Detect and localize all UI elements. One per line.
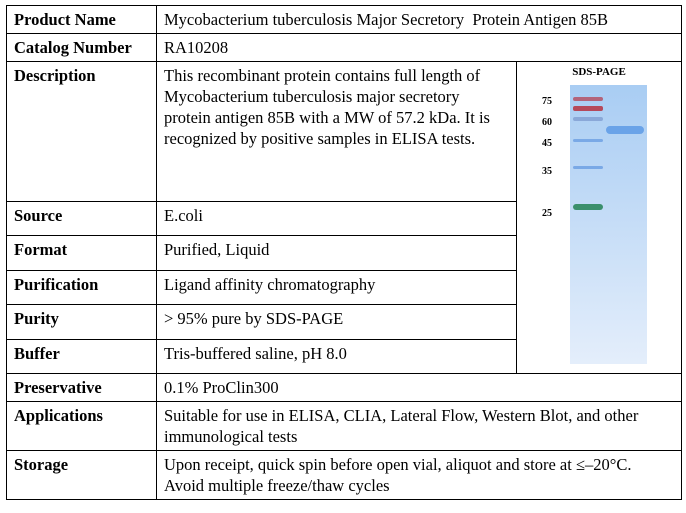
catalog-number-value: RA10208 — [157, 34, 682, 62]
ladder-band-top — [573, 97, 603, 101]
ladder-band-75 — [573, 106, 603, 111]
sample-band — [606, 126, 644, 134]
sds-page-gel-image — [524, 65, 686, 370]
ladder-band-45 — [573, 139, 603, 142]
row-storage — [7, 451, 682, 500]
buffer-value: Tris-buffered saline, pH 8.0 — [157, 339, 517, 373]
buffer-label: Buffer — [7, 339, 157, 373]
marker-25: 25 — [542, 208, 552, 219]
product-name-value: Mycobacterium tuberculosis Major Secretory Protein Antigen 85B — [157, 6, 682, 34]
purification-label: Purification — [7, 270, 157, 304]
row-product-name — [7, 6, 682, 34]
sds-page-panel — [517, 62, 682, 374]
format-value: Purified, Liquid — [157, 236, 517, 270]
source-label: Source — [7, 202, 157, 236]
marker-35: 35 — [542, 166, 552, 177]
source-value: E.coli — [157, 202, 517, 236]
applications-value: Suitable for use in ELISA, CLIA, Lateral Flow, Western Blot, and other immunological tests — [157, 402, 682, 451]
ladder-band-25 — [573, 204, 603, 210]
product-spec-table — [6, 5, 682, 500]
product-name-label: Product Name — [7, 6, 157, 34]
applications-label: Applications — [7, 402, 157, 451]
row-applications — [7, 402, 682, 451]
format-label: Format — [7, 236, 157, 270]
row-preservative — [7, 374, 682, 402]
row-catalog-number — [7, 34, 682, 62]
marker-60: 60 — [542, 117, 552, 128]
storage-label: Storage — [7, 451, 157, 500]
purification-value: Ligand affinity chromatography — [157, 270, 517, 304]
row-description — [7, 62, 682, 202]
sds-page-title: SDS-PAGE — [572, 66, 626, 78]
marker-45: 45 — [542, 138, 552, 149]
ladder-band-60 — [573, 117, 603, 121]
catalog-number-label: Catalog Number — [7, 34, 157, 62]
marker-labels — [542, 96, 552, 219]
description-label: Description — [7, 62, 157, 202]
description-value: This recombinant protein contains full length of Mycobacterium tuberculosis major secretory protein antigen 85B with a MW of 57.2 kDa. It is recognized by positive samples in ELISA tests. — [157, 62, 517, 202]
preservative-value: 0.1% ProClin300 — [157, 374, 682, 402]
ladder-band-35 — [573, 166, 603, 169]
storage-value: Upon receipt, quick spin before open vial, aliquot and store at ≤–20°C. Avoid multiple freeze/thaw cycles — [157, 451, 682, 500]
purity-label: Purity — [7, 305, 157, 339]
purity-value: > 95% pure by SDS-PAGE — [157, 305, 517, 339]
marker-75: 75 — [542, 96, 552, 107]
preservative-label: Preservative — [7, 374, 157, 402]
